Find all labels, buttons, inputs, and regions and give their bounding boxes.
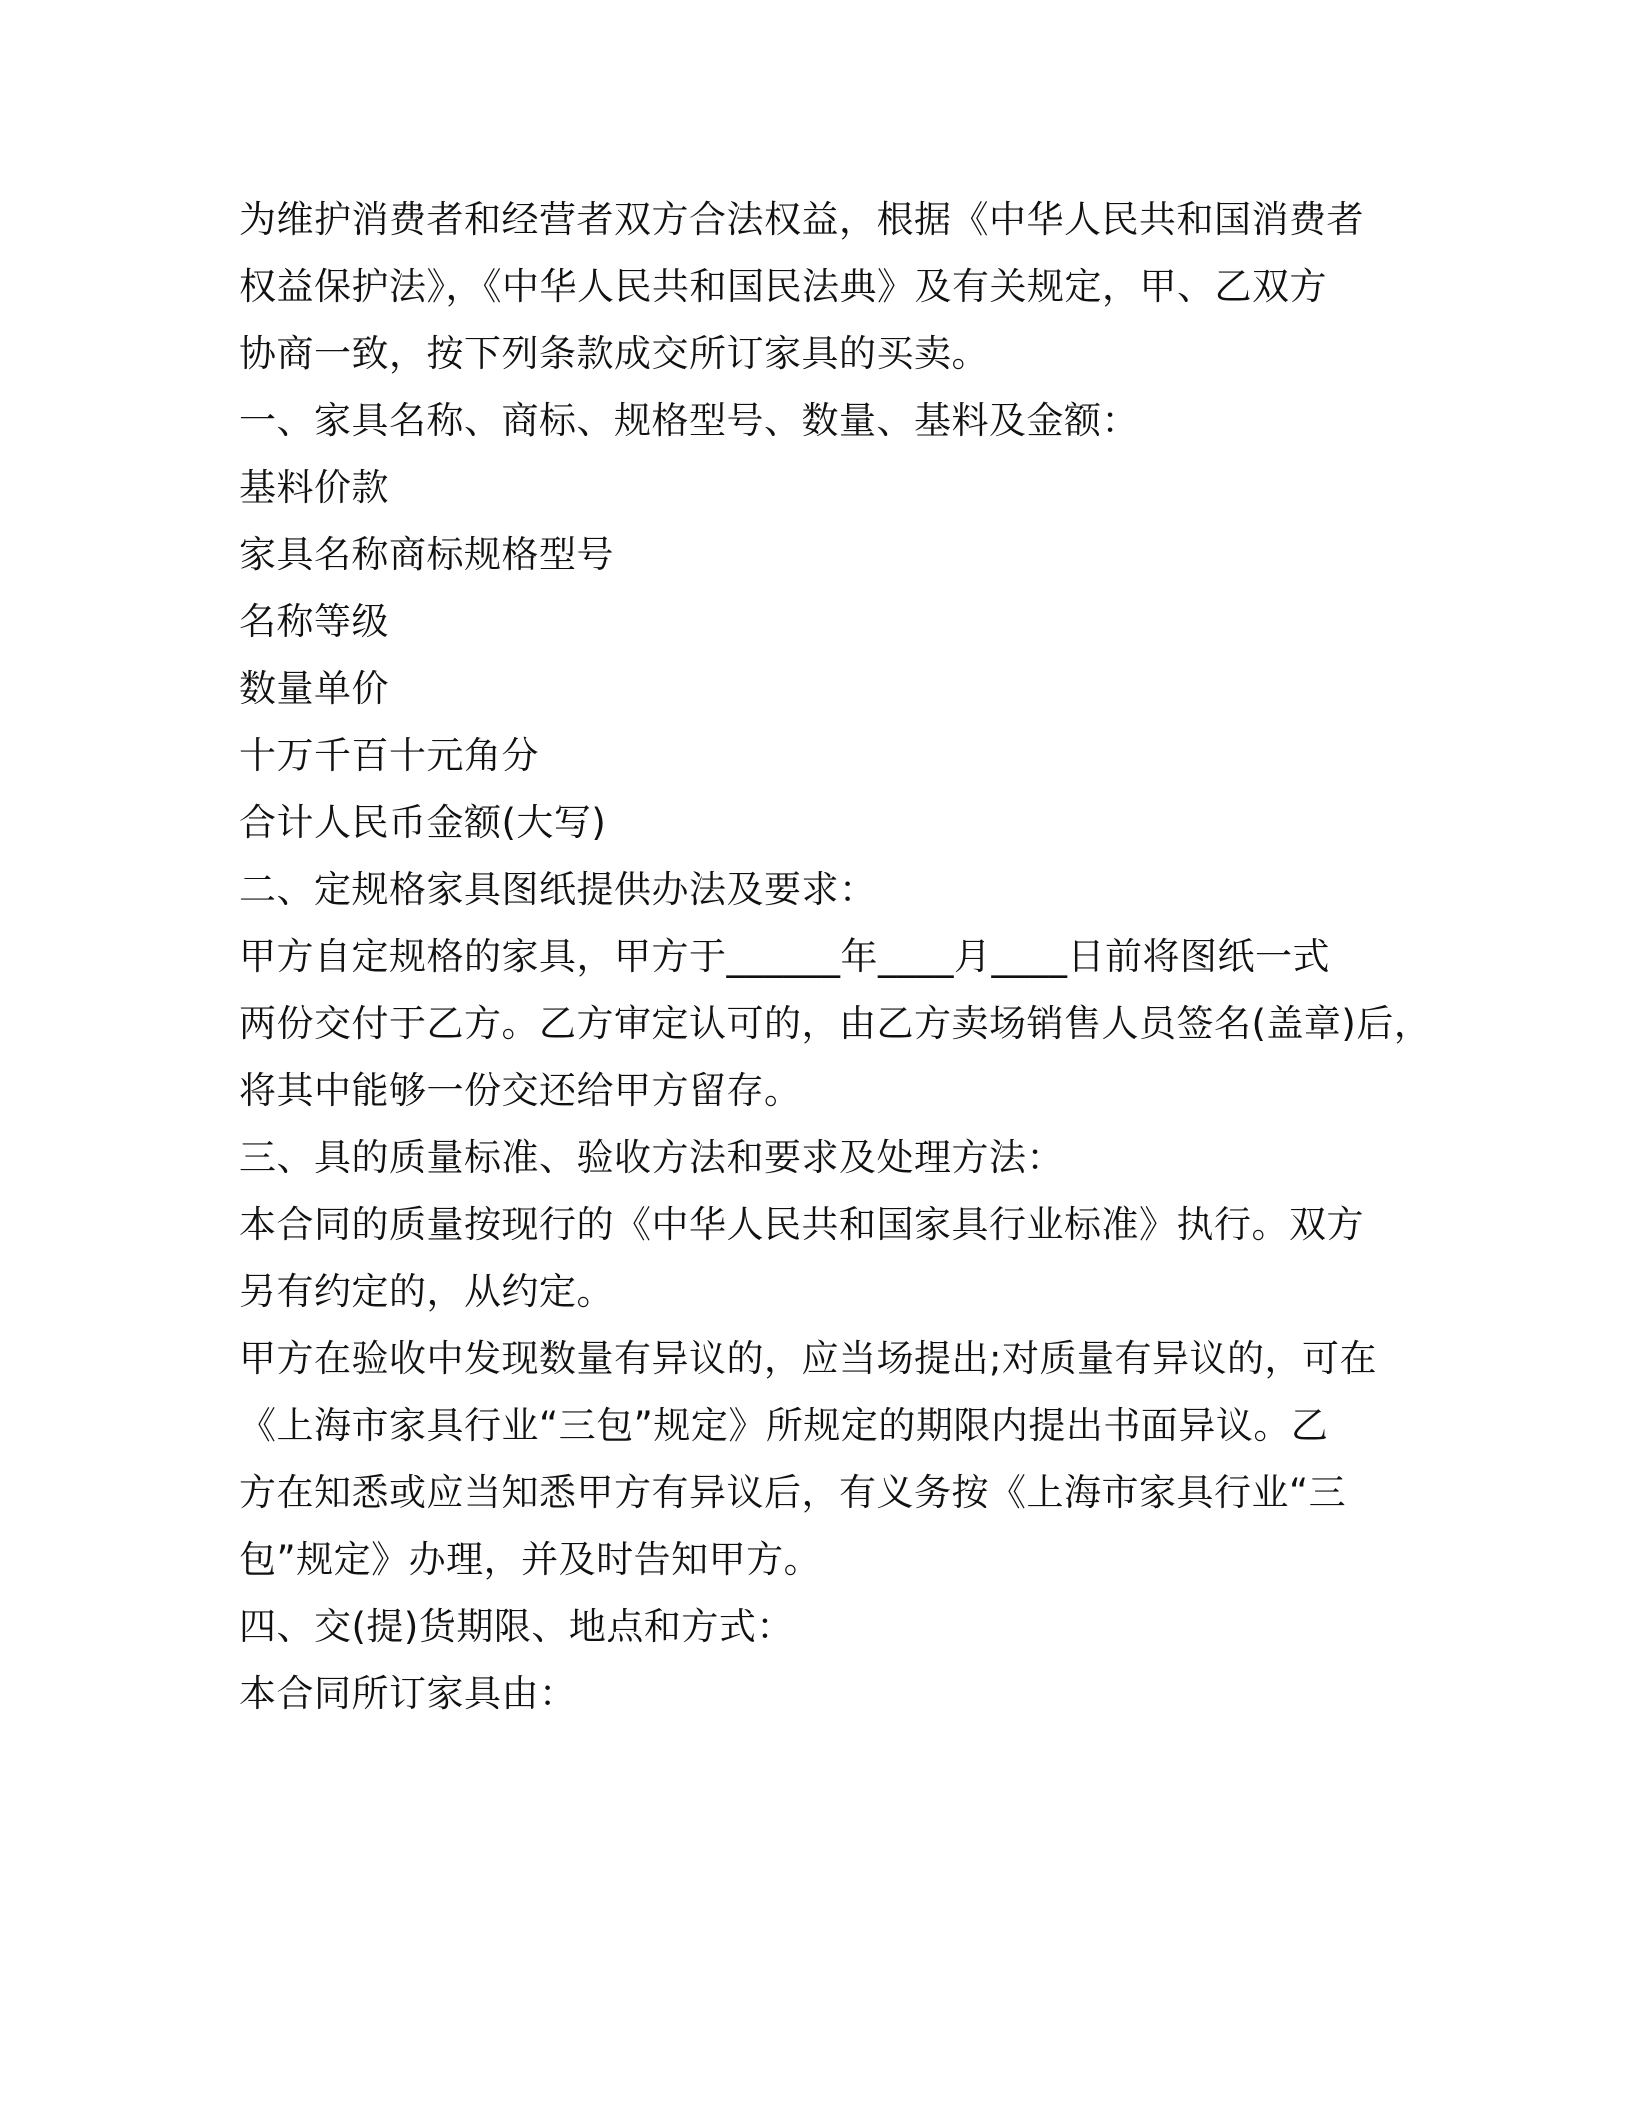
section-1-heading: 一、家具名称、商标、规格型号、数量、基料及金额： [239, 399, 1139, 442]
section-3-heading: 三、具的质量标准、验收方法和要求及处理方法： [239, 1136, 1064, 1179]
table-label-name-grade: 名称等级 [239, 600, 389, 643]
section-3-line-3: 甲方在验收中发现数量有异议的，应当场提出;对质量有异议的，可在 [239, 1337, 1377, 1380]
table-label-base-price: 基料价款 [239, 466, 389, 509]
intro-line-1: 为维护消费者和经营者双方合法权益，根据《中华人民共和国消费者 [239, 198, 1364, 241]
section-3-line-6: 包”规定》办理，并及时告知甲方。 [239, 1538, 822, 1581]
table-label-digit-units: 十万千百十元角分 [239, 734, 539, 777]
section-2-heading: 二、定规格家具图纸提供办法及要求： [239, 868, 877, 911]
intro-line-2: 权益保护法》，《中华人民共和国民法典》及有关规定，甲、乙双方 [239, 265, 1327, 308]
section-3-line-1: 本合同的质量按现行的《中华人民共和国家具行业标准》执行。双方 [239, 1203, 1364, 1246]
section-4-line-1: 本合同所订家具由： [239, 1672, 577, 1715]
section-2-line-3: 将其中能够一份交还给甲方留存。 [239, 1069, 802, 1112]
section-2-line-1: 甲方自定规格的家具，甲方于______年____月____日前将图纸一式 [239, 935, 1330, 978]
document-body [239, 186, 1439, 1727]
table-label-total-amount: 合计人民币金额(大写) [239, 801, 607, 844]
table-label-furniture-name: 家具名称商标规格型号 [239, 533, 614, 576]
section-4-heading: 四、交(提)货期限、地点和方式： [239, 1605, 794, 1648]
section-3-line-5: 方在知悉或应当知悉甲方有异议后，有义务按《上海市家具行业“三 [239, 1471, 1347, 1514]
section-2-line-2: 两份交付于乙方。乙方审定认可的，由乙方卖场销售人员签名(盖章)后， [239, 1002, 1432, 1045]
section-3-line-2: 另有约定的，从约定。 [239, 1270, 614, 1313]
table-label-quantity-unit-price: 数量单价 [239, 667, 389, 710]
intro-line-3: 协商一致，按下列条款成交所订家具的买卖。 [239, 332, 989, 375]
section-3-line-4: 《上海市家具行业“三包”规定》所规定的期限内提出书面异议。乙 [239, 1404, 1329, 1447]
